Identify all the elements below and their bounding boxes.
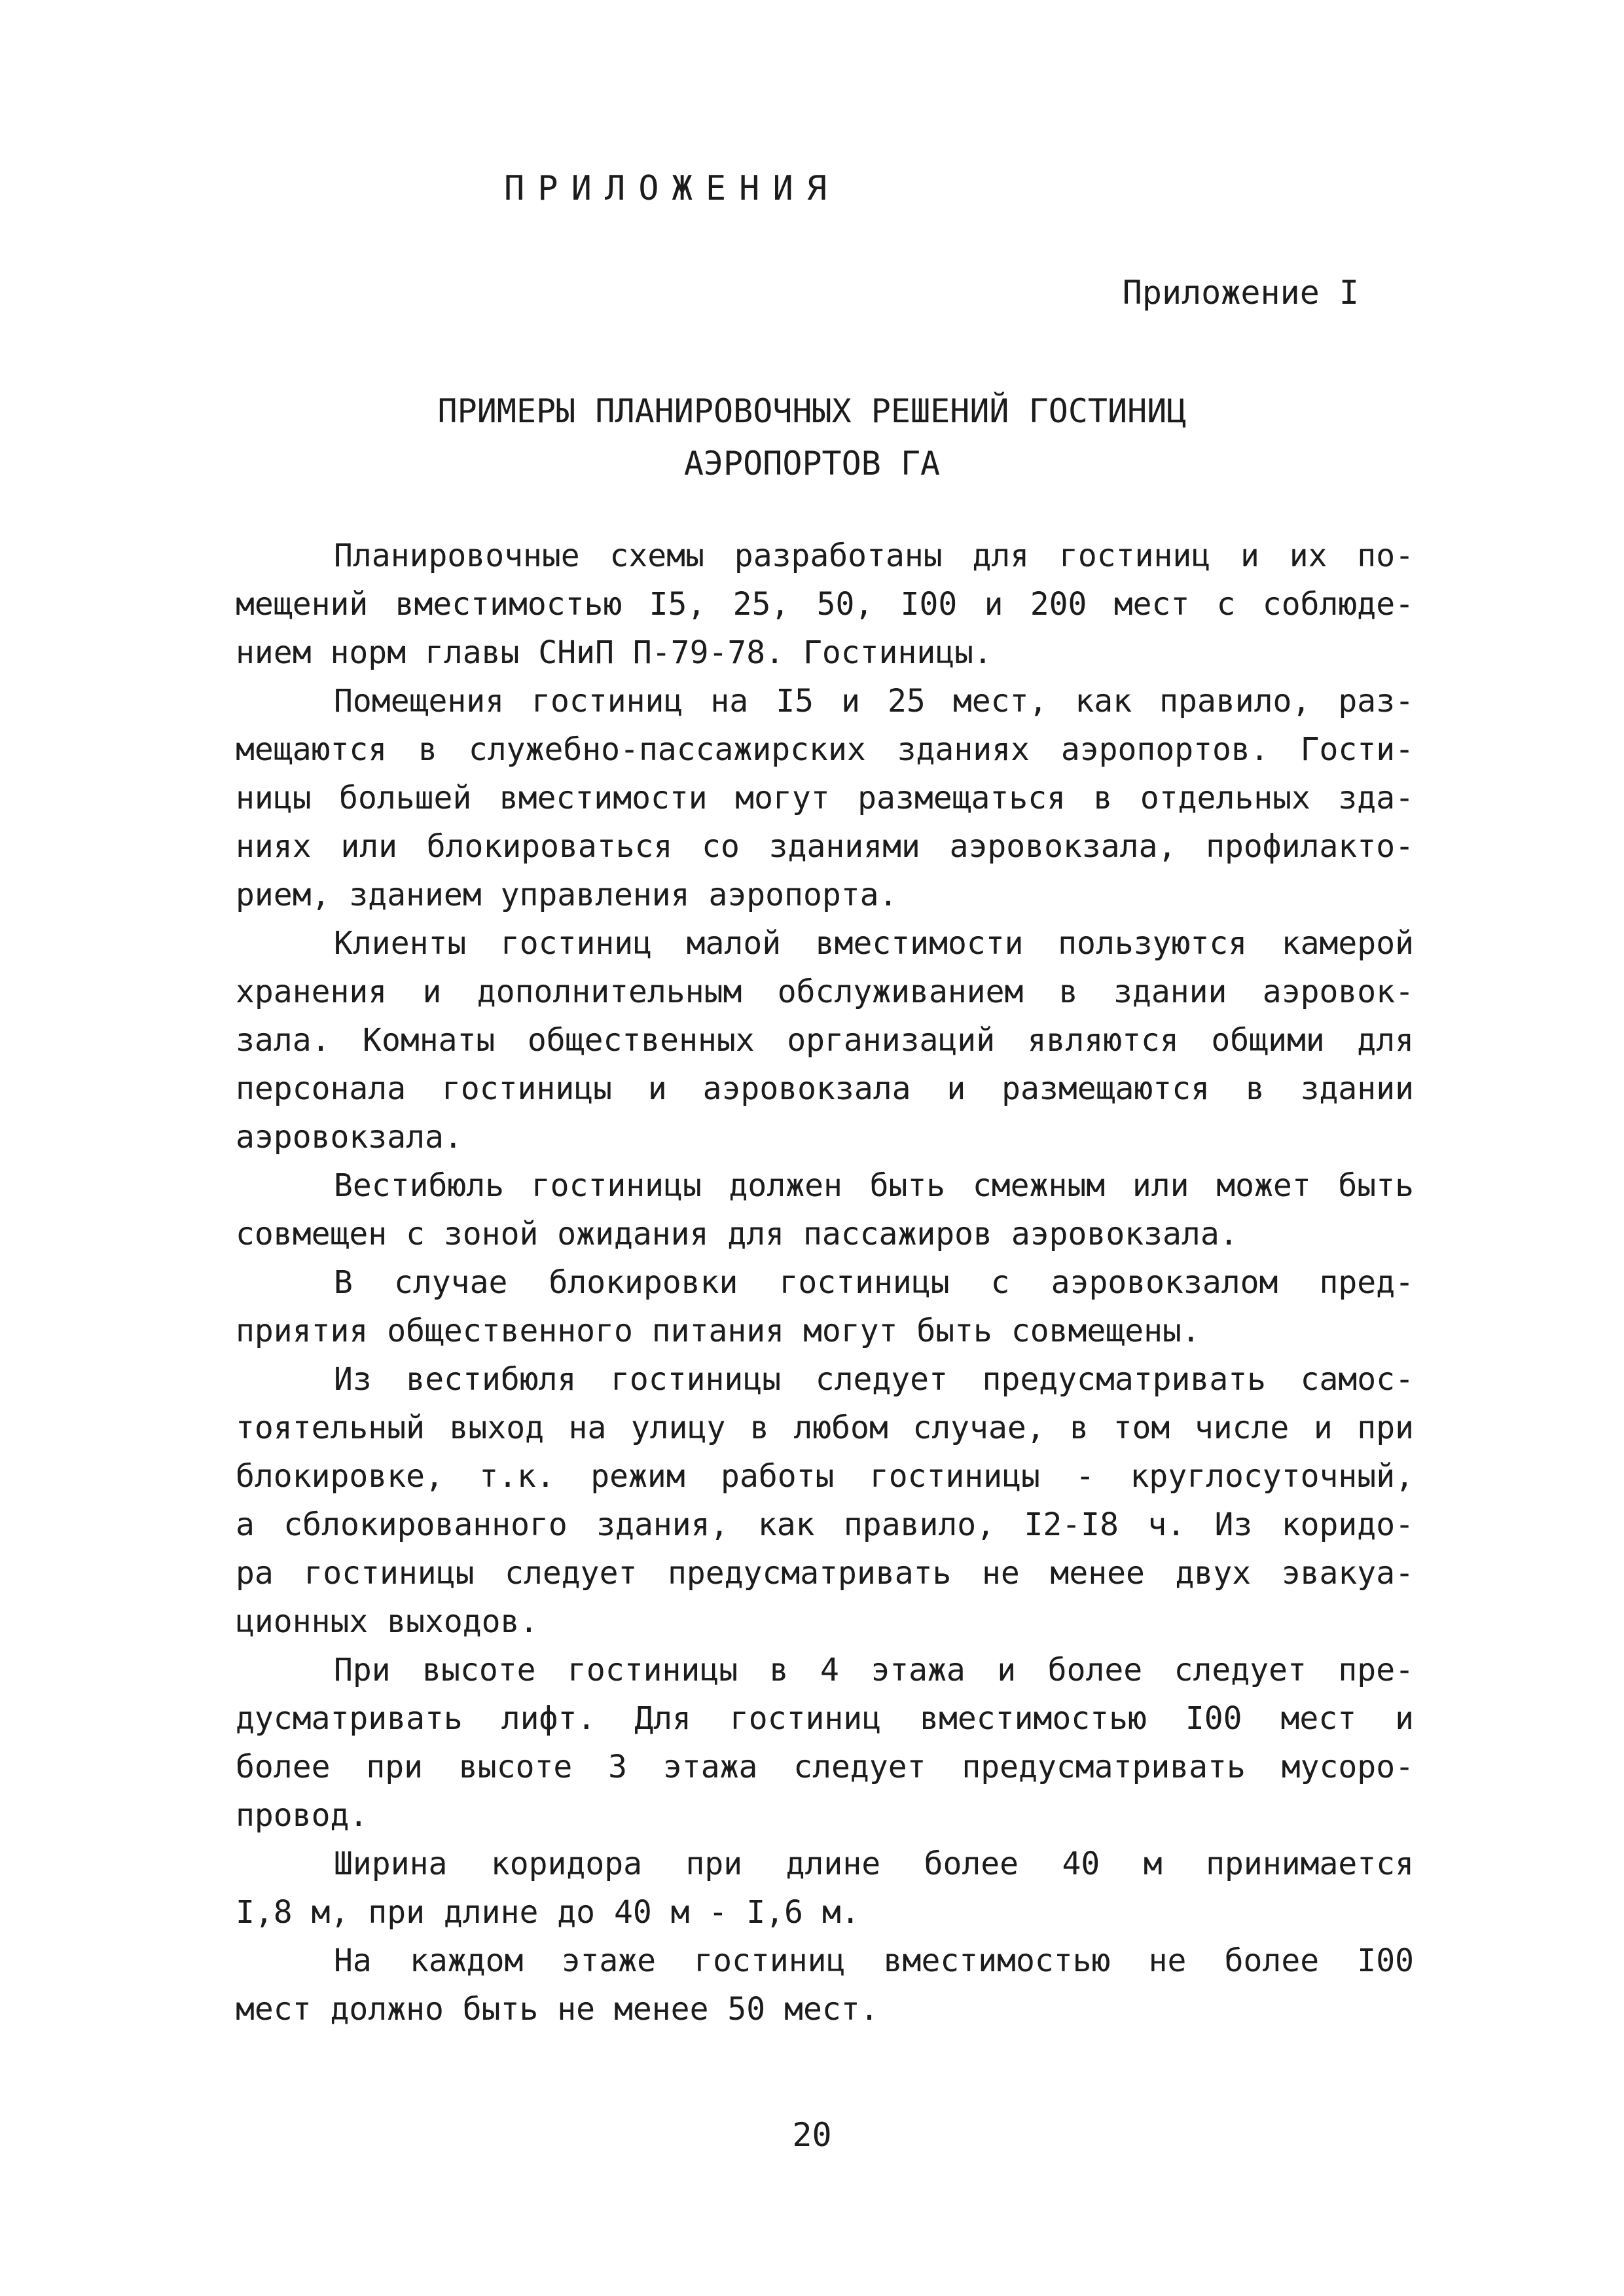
- text-line: провод.: [236, 1797, 369, 1834]
- text-line: нием норм главы СНиП П-79-78. Гостиницы.: [236, 634, 992, 671]
- paragraph: [236, 1646, 1414, 1840]
- text-line: персонала гостиницы и аэровокзала и размещаются в здании: [236, 1070, 1414, 1107]
- appendix-label: Приложение I: [1122, 274, 1359, 312]
- text-line: Помещения гостиниц на I5 и 25 мест, как правило, раз-: [334, 683, 1414, 720]
- text-line: I,8 м, при длине до 40 м - I,6 м.: [236, 1894, 860, 1931]
- text-line: тоятельный выход на улицу в любом случае, в том числе и при: [236, 1410, 1414, 1446]
- text-line: В случае блокировки гостиницы с аэровокзалом пред-: [334, 1264, 1414, 1301]
- text-line: Планировочные схемы разработаны для гостиниц и их по-: [334, 538, 1414, 574]
- paragraph: [236, 677, 1414, 919]
- text-line: зала. Комнаты общественных организаций являются общими для: [236, 1022, 1414, 1059]
- text-line: рием, зданием управления аэропорта.: [236, 877, 898, 913]
- paragraph: [236, 1840, 1414, 1937]
- paragraph: [236, 919, 1414, 1161]
- text-line: Ширина коридора при длине более 40 м принимается: [334, 1846, 1414, 1882]
- paragraph: [236, 1161, 1414, 1258]
- paragraph: [236, 1258, 1414, 1355]
- paragraph: [236, 532, 1414, 677]
- text-line: более при высоте 3 этажа следует предусматривать мусоро-: [236, 1749, 1414, 1785]
- text-line: мест должно быть не менее 50 мест.: [236, 1991, 879, 2028]
- paragraph: [236, 1355, 1414, 1646]
- text-line: хранения и дополнительным обслуживанием в здании аэровок-: [236, 974, 1414, 1010]
- text-line: ра гостиницы следует предусматривать не менее двух эвакуа-: [236, 1555, 1414, 1592]
- text-line: блокировке, т.к. режим работы гостиницы - круглосуточный,: [236, 1458, 1414, 1495]
- page-number: 20: [792, 2116, 832, 2154]
- text-line: ницы большей вместимости могут размещаться в отдельных зда-: [236, 780, 1414, 816]
- text-line: При высоте гостиницы в 4 этажа и более следует пре-: [334, 1652, 1414, 1688]
- title-line-2: АЭРОПОРТОВ ГА: [683, 445, 941, 483]
- text-line: Клиенты гостиниц малой вместимости пользуются камерой: [334, 925, 1414, 962]
- title-line-1: ПРИМЕРЫ ПЛАНИРОВОЧНЫХ РЕШЕНИЙ ГОСТИНИЦ: [437, 392, 1187, 430]
- text-line: ниях или блокироваться со зданиями аэровокзала, профилакто-: [236, 828, 1414, 865]
- text-line: приятия общественного питания могут быть совмещены.: [236, 1313, 1200, 1349]
- text-line: мещений вместимостью I5, 25, 50, I00 и 200 мест с соблюде-: [236, 586, 1414, 623]
- text-line: ционных выходов.: [236, 1603, 539, 1640]
- text-line: Из вестибюля гостиницы следует предусматривать самос-: [334, 1361, 1414, 1398]
- body-text: [236, 532, 1414, 2033]
- text-line: а сблокированного здания, как правило, I2-I8 ч. Из коридо-: [236, 1506, 1414, 1543]
- text-line: совмещен с зоной ожидания для пассажиров аэровокзала.: [236, 1216, 1238, 1252]
- text-line: мещаются в служебно-пассажирских зданиях аэропортов. Гости-: [236, 731, 1414, 768]
- text-line: дусматривать лифт. Для гостиниц вместимостью I00 мест и: [236, 1700, 1414, 1737]
- document-title: [0, 385, 1624, 490]
- text-line: Вестибюль гостиницы должен быть смежным или может быть: [334, 1167, 1414, 1204]
- section-heading: ПРИЛОЖЕНИЯ: [504, 169, 840, 208]
- paragraph: [236, 1937, 1414, 2033]
- text-line: аэровокзала.: [236, 1119, 463, 1156]
- text-line: На каждом этаже гостиниц вместимостью не более I00: [334, 1942, 1414, 1979]
